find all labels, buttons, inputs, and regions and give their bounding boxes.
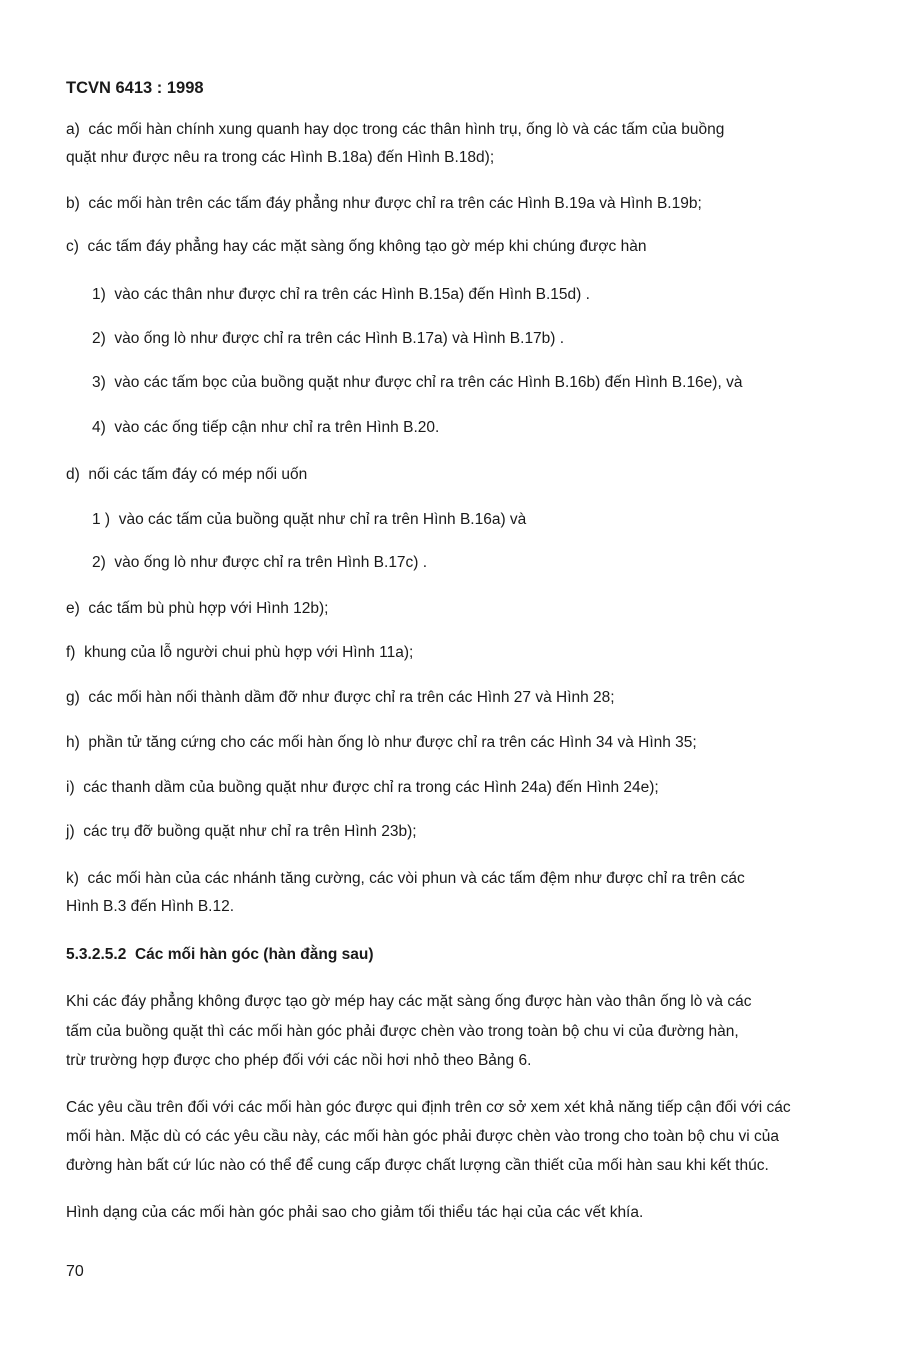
list-subitem-d-1: 1 ) vào các tấm của buồng quặt như chỉ ra trên Hình B.16a) và [92,511,527,528]
paragraph-2-line-3: đường hàn bất cứ lúc nào có thể để cung cấp được chất lượng cần thiết của mối hàn sau khi kết thúc. [66,1157,769,1174]
list-item-a-line-2: quặt như được nêu ra trong các Hình B.18a) đến Hình B.18d); [66,149,495,166]
list-subitem-c-4: 4) vào các ống tiếp cận như chỉ ra trên Hình B.20. [92,419,440,436]
section-title: Các mối hàn góc (hàn đằng sau) [134,946,374,963]
list-subitem-d-2: 2) vào ống lò như được chỉ ra trên Hình B.17c) . [92,554,428,571]
section-heading [66,945,374,965]
list-item-d: d) nối các tấm đáy có mép nối uốn [66,466,308,483]
list-item-c: c) các tấm đáy phẳng hay các mặt sàng ống không tạo gờ mép khi chúng được hàn [66,238,647,255]
paragraph-2-line-1: Các yêu cầu trên đối với các mối hàn góc được qui định trên cơ sở xem xét khả năng tiếp cận đối với các [66,1099,791,1116]
paragraph-2-line-2: mối hàn. Mặc dù có các yêu cầu này, các mối hàn góc phải được chèn vào trong cho toàn bộ chu vi của [66,1128,779,1145]
page-number: 70 [66,1263,84,1280]
list-item-a-line-1: a) các mối hàn chính xung quanh hay dọc trong các thân hình trụ, ống lò và các tấm của buồng [66,121,725,138]
list-item-k-line-2: Hình B.3 đến Hình B.12. [66,898,235,915]
list-item-h: h) phần tử tăng cứng cho các mối hàn ống lò như được chỉ ra trên các Hình 34 và Hình 35; [66,734,697,751]
list-item-i: i) các thanh dầm của buồng quặt như được chỉ ra trong các Hình 24a) đến Hình 24e); [66,779,659,796]
list-item-f: f) khung của lỗ người chui phù hợp với Hình 11a); [66,644,414,661]
paragraph-1-line-3: trừ trường hợp được cho phép đối với các nồi hơi nhỏ theo Bảng 6. [66,1052,532,1069]
section-number: 5.3.2.5.2 [66,946,127,963]
paragraph-1-line-2: tấm của buồng quặt thì các mối hàn góc phải được chèn vào trong toàn bộ chu vi của đường hàn, [66,1023,739,1040]
document-header: TCVN 6413 : 1998 [66,79,204,97]
list-subitem-c-2: 2) vào ống lò như được chỉ ra trên các Hình B.17a) và Hình B.17b) . [92,330,565,347]
list-item-j: j) các trụ đỡ buồng quặt như chỉ ra trên Hình 23b); [66,823,417,840]
paragraph-3-line-1: Hình dạng của các mối hàn góc phải sao cho giảm tối thiểu tác hại của các vết khía. [66,1204,644,1221]
list-item-b: b) các mối hàn trên các tấm đáy phẳng như được chỉ ra trên các Hình B.19a và Hình B.19b; [66,195,702,212]
list-item-g: g) các mối hàn nối thành dầm đỡ như được chỉ ra trên các Hình 27 và Hình 28; [66,689,615,706]
list-item-k-line-1: k) các mối hàn của các nhánh tăng cường, các vòi phun và các tấm đệm như được chỉ ra trên các [66,870,745,887]
paragraph-1-line-1: Khi các đáy phẳng không được tạo gờ mép hay các mặt sàng ống được hàn vào thân ống lò và các [66,993,752,1010]
list-subitem-c-3: 3) vào các tấm bọc của buồng quặt như được chỉ ra trên các Hình B.16b) đến Hình B.16e), và [92,374,743,391]
list-subitem-c-1: 1) vào các thân như được chỉ ra trên các Hình B.15a) đến Hình B.15d) . [92,286,590,303]
list-item-e: e) các tấm bù phù hợp với Hình 12b); [66,600,329,617]
